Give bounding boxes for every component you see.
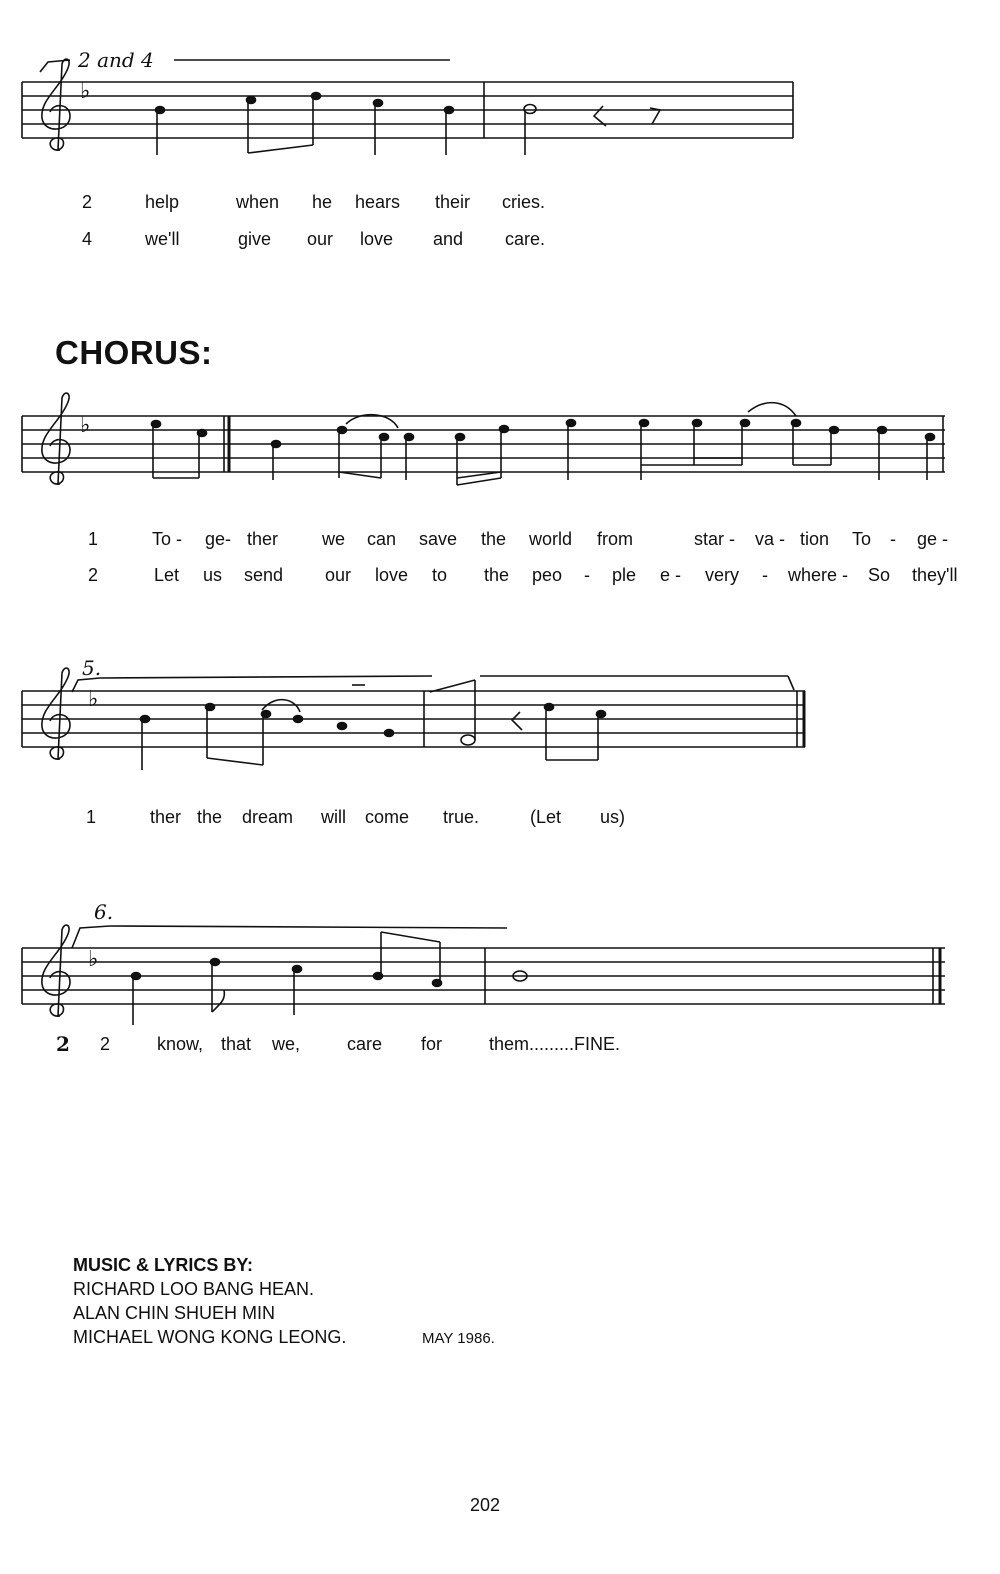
- verse-number: 1: [88, 529, 99, 549]
- lyric-word: cries.: [502, 192, 546, 212]
- lyric-word: come: [365, 807, 410, 827]
- lyric-line-verse-2: [0, 192, 1000, 218]
- ending-label-5: 5.: [82, 656, 102, 680]
- lyric-word: will: [321, 807, 346, 827]
- lyric-word: very: [705, 565, 740, 585]
- lyric-word: -: [890, 529, 896, 549]
- chorus-heading: CHORUS:: [55, 334, 213, 371]
- lyric-word: tion: [800, 529, 830, 549]
- verse-number: 2: [88, 565, 99, 585]
- staff-4: [22, 925, 945, 1025]
- lyric-word: he: [312, 192, 333, 212]
- lyric-line-section-6: [0, 1034, 1000, 1060]
- credits: [73, 1253, 495, 1349]
- lyric-word: the: [197, 807, 223, 827]
- staff-2: [22, 393, 945, 485]
- credits-heading: MUSIC & LYRICS BY:: [73, 1255, 254, 1275]
- page-number: 202: [470, 1495, 501, 1515]
- verse-number: 1: [86, 807, 97, 827]
- lyric-word: ther: [150, 807, 182, 827]
- lyric-word: ge-: [205, 529, 232, 549]
- lyric-word: -: [584, 565, 590, 585]
- lyric-word: the: [484, 565, 510, 585]
- verse-number: 4: [82, 229, 93, 249]
- lyric-word: So: [868, 565, 891, 585]
- lyric-word: va -: [755, 529, 786, 549]
- lyric-word: ple: [612, 565, 637, 585]
- credits-date: MAY 1986.: [422, 1330, 495, 1347]
- lyric-word: us): [600, 807, 626, 827]
- lyric-word: the: [481, 529, 507, 549]
- lyric-word: they'll: [912, 565, 958, 585]
- lyric-word: care: [347, 1034, 383, 1054]
- lyric-word: ther: [247, 529, 279, 549]
- lyric-word: we: [322, 529, 346, 549]
- lyric-word: care.: [505, 229, 546, 249]
- lyric-line-verse-4: [0, 229, 1000, 255]
- lyric-word: star -: [694, 529, 736, 549]
- svg-text:♭: ♭: [88, 947, 99, 972]
- lyric-word: can: [367, 529, 397, 549]
- lyric-word: help: [145, 192, 180, 212]
- lyric-word: when: [236, 192, 280, 212]
- credit-name: MICHAEL WONG KONG LEONG.: [73, 1327, 347, 1347]
- lyric-word: we'll: [145, 229, 180, 249]
- lyric-word: (Let: [530, 807, 562, 827]
- lyric-word: e -: [660, 565, 682, 585]
- ending-label-2-and-4: 2 and 4: [78, 48, 154, 72]
- margin-number: 2: [56, 1032, 70, 1056]
- lyric-word: their: [435, 192, 471, 212]
- lyric-word: for: [421, 1034, 443, 1054]
- lyric-word: ge -: [917, 529, 949, 549]
- lyric-word: save: [419, 529, 458, 549]
- lyric-line-section-5: [0, 807, 1000, 833]
- lyric-word: we,: [272, 1034, 301, 1054]
- verse-number: 2: [100, 1034, 111, 1054]
- lyric-word: our: [325, 565, 352, 585]
- lyric-word: from: [597, 529, 633, 549]
- lyric-line-chorus-1: [0, 529, 1000, 555]
- lyric-word: where -: [788, 565, 849, 585]
- staff-1: [22, 59, 793, 155]
- lyric-word: world: [529, 529, 573, 549]
- svg-text:♭: ♭: [80, 413, 91, 438]
- lyric-word: know,: [157, 1034, 204, 1054]
- lyric-line-chorus-2: [0, 565, 1000, 591]
- credit-name: ALAN CHIN SHUEH MIN: [73, 1303, 276, 1323]
- lyric-word: hears: [355, 192, 401, 212]
- credit-name: RICHARD LOO BANG HEAN.: [73, 1279, 315, 1299]
- lyric-word: true.: [443, 807, 480, 827]
- lyric-word: send: [244, 565, 284, 585]
- lyric-word: them.........FINE.: [489, 1034, 621, 1054]
- verse-number: 2: [82, 192, 93, 212]
- svg-text:♭: ♭: [88, 687, 99, 712]
- lyric-word: love: [375, 565, 409, 585]
- ending-label-6: 6.: [94, 900, 114, 924]
- lyric-word: our: [307, 229, 334, 249]
- lyric-word: that: [221, 1034, 252, 1054]
- lyric-word: Let: [154, 565, 180, 585]
- lyric-word: and: [433, 229, 464, 249]
- lyric-word: -: [762, 565, 768, 585]
- staff-3: [22, 668, 805, 770]
- svg-text:♭: ♭: [80, 79, 91, 104]
- lyric-word: To: [852, 529, 872, 549]
- lyric-word: love: [360, 229, 394, 249]
- lyric-word: peo: [532, 565, 563, 585]
- lyric-word: us: [203, 565, 223, 585]
- lyric-word: To -: [152, 529, 183, 549]
- lyric-word: dream: [242, 807, 294, 827]
- lyric-word: to: [432, 565, 448, 585]
- lyric-word: give: [238, 229, 272, 249]
